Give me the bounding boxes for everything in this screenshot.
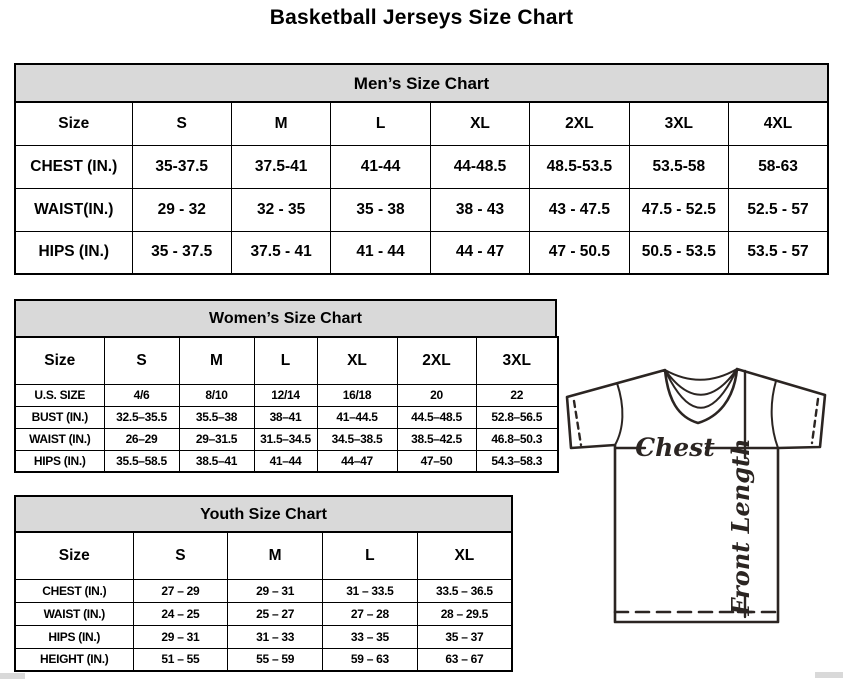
youth-size-table: [14, 531, 513, 672]
table-body: [15, 145, 828, 274]
size-column-header: 2XL: [530, 102, 629, 145]
size-value-cell: 59 – 63: [323, 648, 418, 671]
size-value-cell: 47.5 - 52.5: [629, 188, 728, 231]
size-value-cell: 26–29: [104, 428, 179, 450]
mens-size-chart-panel: [14, 63, 829, 275]
row-label: WAIST (IN.): [15, 428, 104, 450]
size-value-cell: 48.5-53.5: [530, 145, 629, 188]
size-column-header: M: [228, 532, 323, 579]
row-label: WAIST (IN.): [15, 602, 133, 625]
size-column-header: 2XL: [397, 337, 476, 384]
size-column-header: XL: [430, 102, 529, 145]
size-column-header: XL: [317, 337, 397, 384]
measurement-row: [15, 231, 828, 274]
size-value-cell: 20: [397, 384, 476, 406]
size-value-cell: 53.5 - 57: [729, 231, 828, 274]
mens-chart-title: Men’s Size Chart: [14, 63, 829, 103]
scrollbar-fragment-left[interactable]: [0, 673, 25, 679]
row-label: CHEST (IN.): [15, 145, 132, 188]
size-value-cell: 22: [476, 384, 558, 406]
chest-label: Chest: [635, 433, 715, 462]
size-value-cell: 25 – 27: [228, 602, 323, 625]
size-column-header: 4XL: [729, 102, 828, 145]
size-value-cell: 63 – 67: [417, 648, 512, 671]
size-value-cell: 31 – 33: [228, 625, 323, 648]
womens-size-chart-panel: [14, 299, 557, 473]
table-head: [15, 337, 558, 384]
row-label: BUST (IN.): [15, 406, 104, 428]
jersey-measurement-diagram: [555, 355, 843, 655]
table-body: [15, 579, 512, 671]
size-value-cell: 35-37.5: [132, 145, 231, 188]
size-value-cell: 37.5 - 41: [231, 231, 330, 274]
column-header-row: [15, 337, 558, 384]
size-value-cell: 44 - 47: [430, 231, 529, 274]
size-value-cell: 31.5–34.5: [254, 428, 317, 450]
row-label: HIPS (IN.): [15, 450, 104, 472]
size-value-cell: 35 - 37.5: [132, 231, 231, 274]
size-column-header: L: [254, 337, 317, 384]
size-value-cell: 38 - 43: [430, 188, 529, 231]
size-column-header: S: [132, 102, 231, 145]
measurement-row: [15, 579, 512, 602]
size-value-cell: 33.5 – 36.5: [417, 579, 512, 602]
size-value-cell: 38–41: [254, 406, 317, 428]
size-value-cell: 52.5 - 57: [729, 188, 828, 231]
size-value-cell: 58-63: [729, 145, 828, 188]
row-label: U.S. SIZE: [15, 384, 104, 406]
measurement-row: [15, 188, 828, 231]
measurement-row: [15, 602, 512, 625]
size-value-cell: 50.5 - 53.5: [629, 231, 728, 274]
size-column-header: M: [231, 102, 330, 145]
size-value-cell: 41–44: [254, 450, 317, 472]
size-value-cell: 28 – 29.5: [417, 602, 512, 625]
size-value-cell: 12/14: [254, 384, 317, 406]
size-value-cell: 24 – 25: [133, 602, 228, 625]
size-label-header: Size: [15, 102, 132, 145]
size-value-cell: 54.3–58.3: [476, 450, 558, 472]
column-header-row: [15, 102, 828, 145]
measurement-row: [15, 406, 558, 428]
table-head: [15, 532, 512, 579]
measurement-row: [15, 648, 512, 671]
size-value-cell: 4/6: [104, 384, 179, 406]
size-column-header: 3XL: [476, 337, 558, 384]
size-value-cell: 29 – 31: [228, 579, 323, 602]
size-value-cell: 32.5–35.5: [104, 406, 179, 428]
size-value-cell: 41–44.5: [317, 406, 397, 428]
mens-size-table: [14, 101, 829, 275]
size-value-cell: 27 – 28: [323, 602, 418, 625]
size-value-cell: 35.5–58.5: [104, 450, 179, 472]
size-column-header: S: [133, 532, 228, 579]
page-title: Basketball Jerseys Size Chart: [269, 6, 574, 29]
size-value-cell: 43 - 47.5: [530, 188, 629, 231]
measurement-row: [15, 145, 828, 188]
youth-chart-title: Youth Size Chart: [14, 495, 513, 533]
womens-size-table: [14, 336, 559, 473]
row-label: HIPS (IN.): [15, 625, 133, 648]
size-value-cell: 37.5-41: [231, 145, 330, 188]
size-value-cell: 32 - 35: [231, 188, 330, 231]
size-column-header: 3XL: [629, 102, 728, 145]
size-value-cell: 35.5–38: [179, 406, 254, 428]
size-value-cell: 35 - 38: [331, 188, 430, 231]
womens-chart-title: Women’s Size Chart: [14, 299, 557, 338]
size-value-cell: 44–47: [317, 450, 397, 472]
size-value-cell: 41-44: [331, 145, 430, 188]
size-column-header: XL: [417, 532, 512, 579]
size-value-cell: 34.5–38.5: [317, 428, 397, 450]
scrollbar-fragment-right[interactable]: [815, 672, 843, 678]
size-value-cell: 53.5-58: [629, 145, 728, 188]
size-value-cell: 29 - 32: [132, 188, 231, 231]
row-label: CHEST (IN.): [15, 579, 133, 602]
size-value-cell: 29–31.5: [179, 428, 254, 450]
measurement-row: [15, 384, 558, 406]
size-column-header: S: [104, 337, 179, 384]
size-label-header: Size: [15, 532, 133, 579]
size-value-cell: 47 - 50.5: [530, 231, 629, 274]
size-value-cell: 29 – 31: [133, 625, 228, 648]
size-label-header: Size: [15, 337, 104, 384]
size-value-cell: 55 – 59: [228, 648, 323, 671]
size-value-cell: 41 - 44: [331, 231, 430, 274]
size-value-cell: 38.5–41: [179, 450, 254, 472]
measurement-row: [15, 428, 558, 450]
row-label: WAIST(IN.): [15, 188, 132, 231]
measurement-row: [15, 625, 512, 648]
size-column-header: L: [323, 532, 418, 579]
row-label: HEIGHT (IN.): [15, 648, 133, 671]
size-value-cell: 44-48.5: [430, 145, 529, 188]
size-value-cell: 35 – 37: [417, 625, 512, 648]
size-value-cell: 31 – 33.5: [323, 579, 418, 602]
size-value-cell: 16/18: [317, 384, 397, 406]
size-value-cell: 27 – 29: [133, 579, 228, 602]
column-header-row: [15, 532, 512, 579]
size-column-header: L: [331, 102, 430, 145]
size-value-cell: 38.5–42.5: [397, 428, 476, 450]
table-body: [15, 384, 558, 472]
size-value-cell: 52.8–56.5: [476, 406, 558, 428]
size-value-cell: 47–50: [397, 450, 476, 472]
size-value-cell: 44.5–48.5: [397, 406, 476, 428]
table-head: [15, 102, 828, 145]
size-value-cell: 8/10: [179, 384, 254, 406]
measurement-row: [15, 450, 558, 472]
size-value-cell: 51 – 55: [133, 648, 228, 671]
size-value-cell: 46.8–50.3: [476, 428, 558, 450]
size-column-header: M: [179, 337, 254, 384]
youth-size-chart-panel: [14, 495, 513, 672]
row-label: HIPS (IN.): [15, 231, 132, 274]
front-length-label: Front Length: [726, 438, 755, 616]
size-value-cell: 33 – 35: [323, 625, 418, 648]
